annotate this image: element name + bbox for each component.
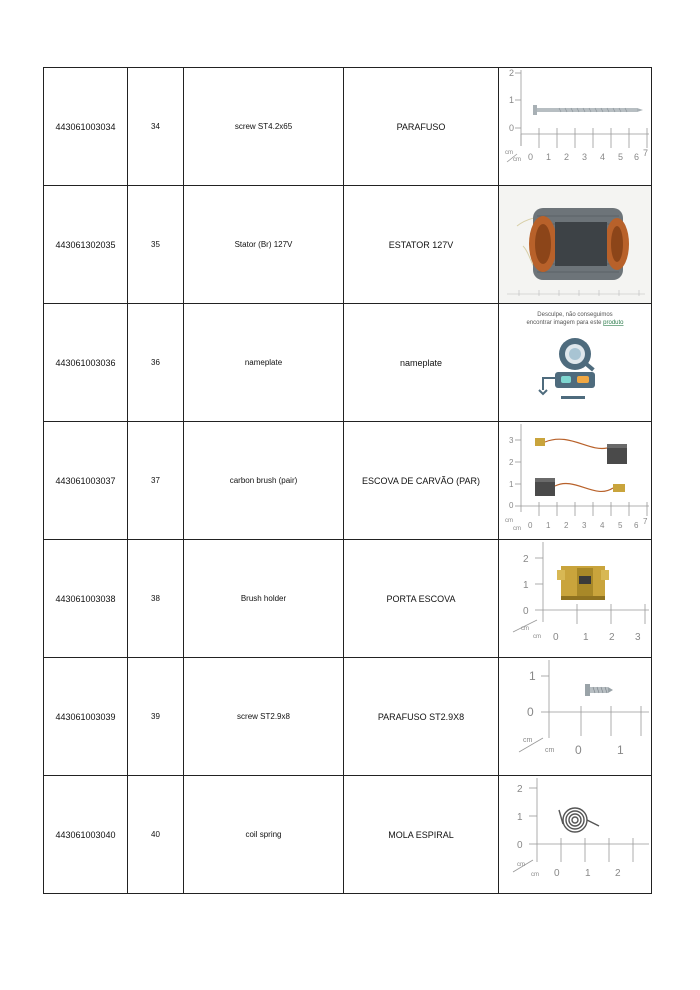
robot-icon <box>539 338 595 399</box>
brush-holder-photo <box>499 540 651 657</box>
part-code: 443061003038 <box>44 540 128 658</box>
svg-text:1: 1 <box>585 868 591 879</box>
item-number: 37 <box>128 422 184 540</box>
small-screw-photo <box>499 658 651 775</box>
part-code: 443061003040 <box>44 776 128 894</box>
svg-text:3: 3 <box>509 436 514 445</box>
part-code: 443061003039 <box>44 658 128 776</box>
item-number: 39 <box>128 658 184 776</box>
part-image-cell <box>499 186 652 304</box>
description-pt: PORTA ESCOVA <box>344 540 499 658</box>
table-row <box>44 422 652 540</box>
svg-text:3: 3 <box>582 521 587 530</box>
description-pt: ESTATOR 127V <box>344 186 499 304</box>
svg-text:1: 1 <box>517 812 523 823</box>
svg-text:4: 4 <box>600 521 605 530</box>
table-row <box>44 186 652 304</box>
svg-text:6: 6 <box>634 152 640 162</box>
svg-text:0: 0 <box>517 840 523 851</box>
svg-text:2: 2 <box>509 68 515 78</box>
part-image-cell <box>499 304 652 422</box>
item-number: 40 <box>128 776 184 894</box>
svg-text:3: 3 <box>582 152 588 162</box>
svg-text:1: 1 <box>509 95 515 105</box>
svg-text:0: 0 <box>509 501 514 510</box>
svg-text:cm: cm <box>505 150 513 156</box>
part-code: 443061302035 <box>44 186 128 304</box>
svg-text:1: 1 <box>617 743 624 757</box>
description-pt: MOLA ESPIRAL <box>344 776 499 894</box>
svg-text:6: 6 <box>634 521 639 530</box>
svg-text:1: 1 <box>509 480 514 489</box>
svg-text:5: 5 <box>618 521 623 530</box>
svg-text:cm: cm <box>531 872 539 878</box>
svg-text:2: 2 <box>509 458 514 467</box>
description-en: nameplate <box>184 304 344 422</box>
placeholder-line-1: Desculpe, não conseguimos <box>537 312 613 318</box>
svg-text:4: 4 <box>600 152 606 162</box>
svg-text:2: 2 <box>564 152 570 162</box>
svg-text:1: 1 <box>583 632 589 643</box>
item-number: 38 <box>128 540 184 658</box>
description-pt: ESCOVA DE CARVÃO (PAR) <box>344 422 499 540</box>
svg-text:0: 0 <box>509 123 515 133</box>
svg-text:0: 0 <box>528 152 534 162</box>
svg-text:2: 2 <box>523 554 529 565</box>
svg-text:2: 2 <box>615 868 621 879</box>
svg-text:cm: cm <box>521 626 529 632</box>
description-en: coil spring <box>184 776 344 894</box>
part-image-cell <box>499 540 652 658</box>
svg-text:2: 2 <box>517 784 523 795</box>
svg-text:0: 0 <box>554 868 560 879</box>
table-row <box>44 304 652 422</box>
svg-text:3: 3 <box>635 632 641 643</box>
svg-text:7: 7 <box>643 148 649 158</box>
description-en: carbon brush (pair) <box>184 422 344 540</box>
description-pt: PARAFUSO ST2.9X8 <box>344 658 499 776</box>
placeholder-line-2: encontrar imagem para este produto <box>526 320 624 326</box>
table-row <box>44 776 652 894</box>
item-number: 36 <box>128 304 184 422</box>
coil-spring-photo <box>499 776 651 893</box>
description-pt: PARAFUSO <box>344 68 499 186</box>
svg-text:0: 0 <box>528 521 533 530</box>
screw-photo <box>499 68 651 185</box>
carbon-brush-photo <box>499 422 651 539</box>
part-image-cell <box>499 68 652 186</box>
description-en: screw ST2.9x8 <box>184 658 344 776</box>
description-en: Stator (Br) 127V <box>184 186 344 304</box>
part-code: 443061003034 <box>44 68 128 186</box>
svg-text:5: 5 <box>618 152 624 162</box>
svg-text:cm: cm <box>523 737 533 744</box>
item-number: 35 <box>128 186 184 304</box>
item-number: 34 <box>128 68 184 186</box>
stator-photo <box>499 186 651 303</box>
svg-text:0: 0 <box>523 606 529 617</box>
svg-text:cm: cm <box>513 157 521 163</box>
description-en: Brush holder <box>184 540 344 658</box>
svg-text:1: 1 <box>546 521 551 530</box>
svg-text:7: 7 <box>643 517 648 526</box>
table-row <box>44 68 652 186</box>
description-pt: nameplate <box>344 304 499 422</box>
svg-text:cm: cm <box>533 634 541 640</box>
svg-text:2: 2 <box>564 521 569 530</box>
part-image-cell <box>499 776 652 894</box>
svg-text:1: 1 <box>546 152 552 162</box>
svg-text:1: 1 <box>529 669 536 683</box>
svg-text:cm: cm <box>517 862 525 868</box>
table-row <box>44 540 652 658</box>
parts-table <box>43 67 652 894</box>
svg-text:0: 0 <box>527 705 534 719</box>
svg-text:cm: cm <box>505 518 513 524</box>
svg-text:2: 2 <box>609 632 615 643</box>
svg-text:1: 1 <box>523 580 529 591</box>
svg-text:0: 0 <box>575 743 582 757</box>
part-image-cell <box>499 658 652 776</box>
part-code: 443061003036 <box>44 304 128 422</box>
part-code: 443061003037 <box>44 422 128 540</box>
no-image-placeholder <box>499 304 651 421</box>
svg-text:cm: cm <box>513 526 521 532</box>
svg-text:cm: cm <box>545 747 555 754</box>
svg-text:0: 0 <box>553 632 559 643</box>
description-en: screw ST4.2x65 <box>184 68 344 186</box>
table-row <box>44 658 652 776</box>
part-image-cell <box>499 422 652 540</box>
